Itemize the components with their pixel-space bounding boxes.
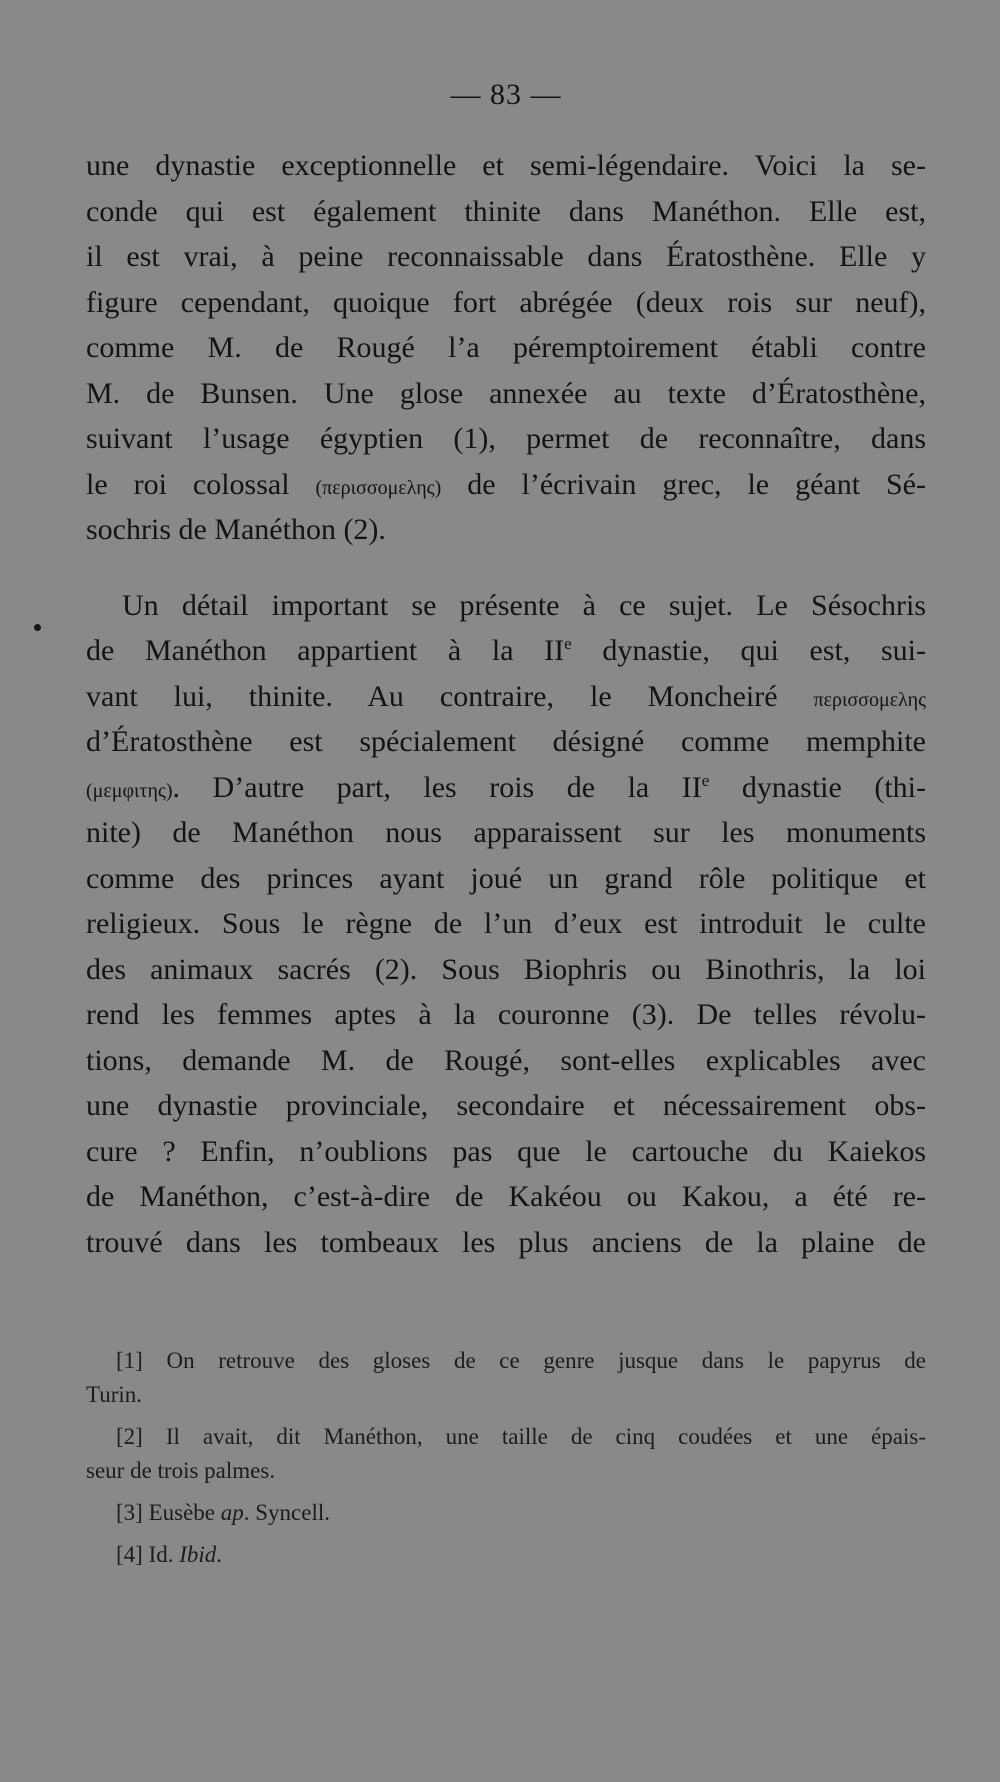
italic-abbreviation: ap (220, 1500, 244, 1525)
text-line: trouvé dans les tombeaux les plus anciens de la plaine de (86, 1225, 926, 1259)
text-line: une dynastie exceptionnelle et semi-légendaire. Voici la se- (86, 149, 926, 182)
text-segment: dynastie, qui est, sui- (571, 634, 927, 667)
text-segment: de Manéthon appartient à la II (86, 634, 565, 667)
main-text (86, 143, 926, 1265)
footnote-2-line: [2] Il avait, dit Manéthon, une taille de cinq coudées et une épais- (116, 1424, 926, 1449)
text-line (86, 674, 926, 720)
footnote-2-line: seur de trois palmes. (86, 1458, 276, 1483)
text-line: sochris de Manéthon (2). (86, 513, 386, 546)
text-segment: . (216, 1542, 223, 1567)
paragraph-gap (86, 553, 926, 583)
text-line: comme M. de Rougé l’a péremptoirement établi contre (86, 331, 926, 364)
italic-abbreviation: Ibid (179, 1542, 217, 1567)
text-line: Un détail important se présente à ce sujet. Le Sésochris (122, 588, 926, 622)
text-segment: vant lui, thinite. Au contraire, le Moncheiré (86, 679, 814, 713)
text-line: tions, demande M. de Rougé, sont-elles explicables avec (86, 1043, 926, 1077)
footnote-gap (86, 1412, 926, 1420)
page-number: — 83 — (450, 78, 562, 111)
footnote-1-line: [1] On retrouve des gloses de ce genre jusque dans le papyrus de (116, 1348, 926, 1373)
text-line: il est vrai, à peine reconnaissable dans Ératosthène. Elle y (86, 240, 926, 273)
paragraph-1 (86, 143, 926, 553)
text-line (86, 765, 926, 811)
superscript: e (701, 770, 710, 790)
text-line: nite) de Manéthon nous apparaissent sur les monuments (86, 816, 926, 849)
text-line: de Manéthon, c’est-à-dire de Kakéou ou Kakou, a été re- (86, 1180, 926, 1213)
text-line: religieux. Sous le règne de l’un d’eux est introduit le culte (86, 907, 926, 940)
paragraph-2 (86, 583, 926, 1266)
footnotes (86, 1344, 926, 1572)
greek-word: περισσομελης (813, 688, 926, 711)
text-segment: de l’écrivain grec, le géant Sé- (441, 467, 926, 501)
text-segment: . D’autre part, les rois de la II (172, 770, 702, 804)
text-line: des animaux sacrés (2). Sous Biophris ou Binothris, la loi (86, 952, 926, 986)
text-line: suivant l’usage égyptien (1), permet de reconnaître, dans (86, 422, 926, 455)
text-segment: dynastie (thi- (709, 770, 926, 804)
text-line: comme des princes ayant joué un grand rôle politique et (86, 861, 926, 895)
superscript: e (564, 634, 572, 653)
text-line: figure cependant, quoique fort abrégée (deux rois sur neuf), (86, 285, 926, 319)
text-line: une dynastie provinciale, secondaire et nécessairement obs- (86, 1089, 926, 1122)
greek-word: (περισσομελης) (315, 476, 442, 499)
text-segment: [3] Eusèbe (116, 1500, 221, 1525)
greek-word: (μεμφιτης) (86, 779, 173, 802)
text-line: cure ? Enfin, n’oublions pas que le cartouche du Kaiekos (86, 1134, 926, 1168)
margin-dot-mark (34, 624, 41, 631)
footnote-gap (86, 1530, 926, 1538)
text-line: d’Ératosthène est spécialement désigné comme memphite (86, 725, 926, 758)
text-line: M. de Bunsen. Une glose annexée au texte d’Ératosthène, (86, 376, 926, 410)
text-segment: le roi colossal (86, 467, 316, 501)
text-line (86, 462, 926, 508)
text-line (86, 628, 926, 674)
book-page (86, 0, 926, 1782)
text-line: rend les femmes aptes à la couronne (3). De telles révolu- (86, 998, 926, 1031)
footnote-1-line: Turin. (86, 1382, 143, 1407)
footnote-3 (86, 1496, 926, 1530)
text-line: conde qui est également thinite dans Manéthon. Elle est, (86, 194, 926, 228)
text-segment: [4] Id. (116, 1542, 180, 1567)
footnote-gap (86, 1488, 926, 1496)
footnote-4 (86, 1538, 926, 1572)
text-segment: . Syncell. (243, 1500, 330, 1525)
